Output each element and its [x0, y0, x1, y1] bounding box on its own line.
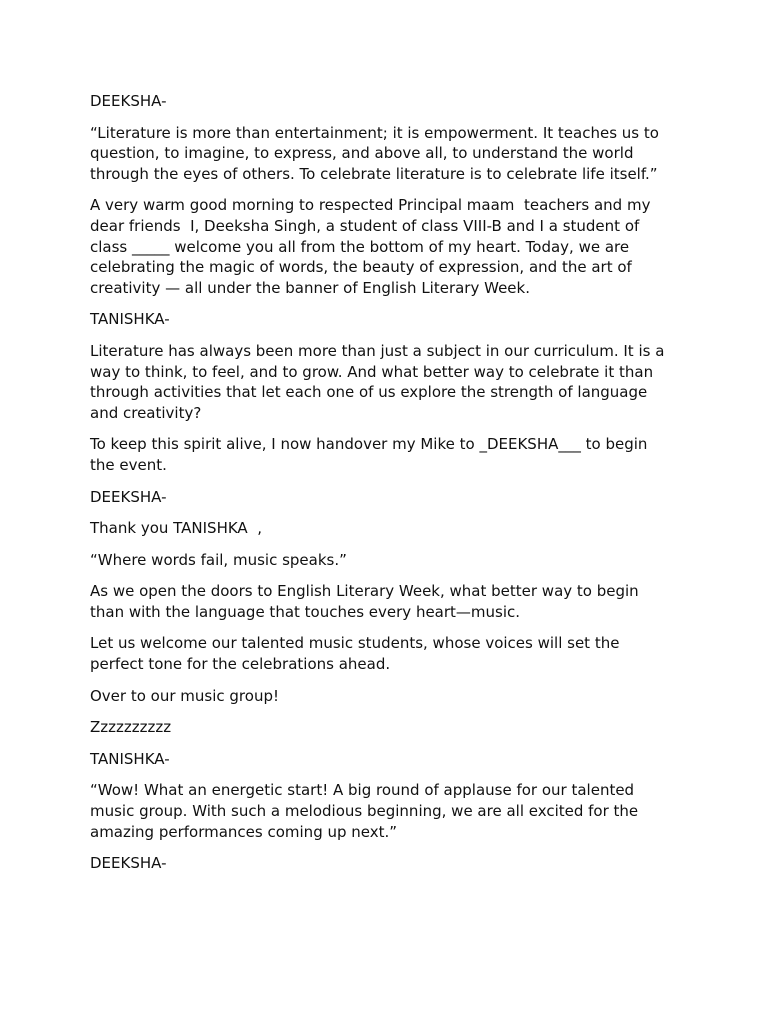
- handover-paragraph: To keep this spirit alive, I now handover my Mike to _DEEKSHA___ to begin the event.: [90, 435, 653, 474]
- applause-paragraph: “Wow! What an energetic start! A big round of applause for our talented music group. With such a melodious beginning, we are all excited for the amazing performances coming up next.”: [90, 781, 643, 841]
- placeholder-line: Zzzzzzzzzz: [90, 718, 172, 737]
- opening-doors-paragraph: As we open the doors to English Literary Week, what better way to begin than with the language that touches every heart—music.: [90, 582, 644, 621]
- music-welcome-paragraph: Let us welcome our talented music students, whose voices will set the perfect tone for the celebrations ahead.: [90, 634, 625, 674]
- document-page: [90, 91, 670, 885]
- speaker-label: TANISHKA-: [90, 310, 170, 329]
- speaker-label: DEEKSHA-: [90, 92, 167, 110]
- literature-paragraph: Literature has always been more than just a subject in our curriculum. It is a way to think, to feel, and to grow. And what better way to celebrate it than through activities that let each one of us explore the strength of language and creativity?: [90, 341, 670, 422]
- music-quote: “Where words fail, music speaks.”: [90, 550, 347, 569]
- speaker-label: DEEKSHA-: [90, 487, 167, 506]
- welcome-paragraph: A very warm good morning to respected Principal maam teachers and my dear friends I, Deeksha Singh, a student of class VIII-B and I a student of class _____ welcome you all from the bottom of my heart. Today, we are celebrating the magic of words, the beauty of expression, and the art of creativity — all under the banner of English Literary Week.: [90, 196, 656, 297]
- thanks-line: Thank you TANISHKA ,: [90, 519, 262, 538]
- music-group-line: Over to our music group!: [90, 686, 279, 705]
- speaker-label: DEEKSHA-: [90, 854, 167, 873]
- speaker-label: TANISHKA-: [90, 749, 170, 768]
- opening-quote: “Literature is more than entertainment; it is empowerment. It teaches us to question, to imagine, to express, and above all, to understand the world through the eyes of others. To celebrate literature is to celebrate life itself.”: [90, 123, 664, 183]
